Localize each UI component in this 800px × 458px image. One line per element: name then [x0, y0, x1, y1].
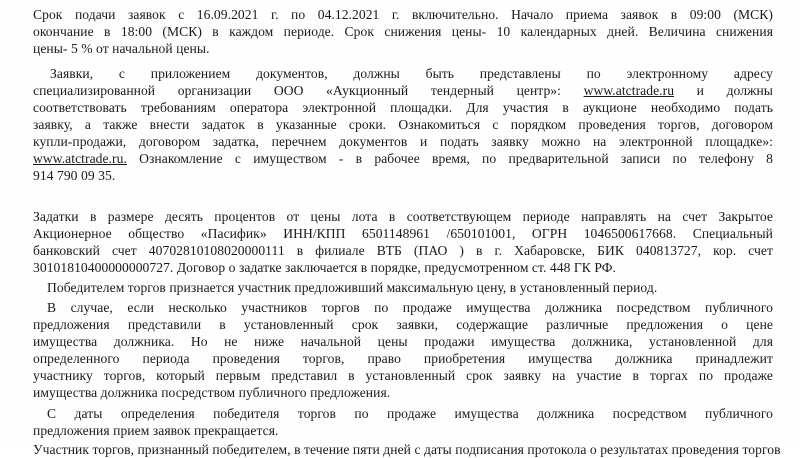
text-line: Участник торгов, признанный победителем, в течение пяти дней с даты подписания протокола о результатах проведения торгов	[33, 442, 781, 457]
text-line: купли-продажи, договором задатка, перечнем документов и подать заявку можно на электронной площадке»:	[33, 134, 773, 149]
text-line: Задатки в размере десять процентов от цены лота в соответствующем периоде направлять на счет Закрытое	[33, 209, 773, 224]
text-line: В случае, если несколько участников торгов по продаже имущества должника посредством публичного	[47, 300, 773, 315]
text-line: имущества должника посредством публичного предложения.	[33, 385, 391, 400]
text-line: Заявки, с приложением документов, должны быть представлены по электронному адресу	[50, 66, 773, 81]
cut-off-line	[33, 440, 781, 457]
text-line: Акционерное общество «Пасифик» ИНН/КПП 6501148961 /650101001, ОГРН 1046500617668. Специальный	[33, 226, 773, 241]
text-line: определенного периода проведения торгов, право приобретения имущества должника принадлежит	[33, 351, 773, 366]
text-line: 30101810400000000727. Договор о задатке заключается в порядке, предусмотренном ст. 448 ГК РФ.	[33, 260, 616, 275]
website-link[interactable]: www.atctrade.ru	[583, 83, 675, 98]
text-fragment: Ознакомление с имуществом - в рабочее время, по предварительной записи по телефону 8	[139, 151, 774, 166]
text-line: окончание в 18:00 (МСК) в каждом периоде. Срок снижения цены- 10 календарных дней. Величина снижения	[33, 24, 773, 39]
text-line: банковский счет 40702810108020000111 в филиале ВТБ (ПАО ) в г. Хабаровске, БИК 040813727, кор. счет	[33, 243, 773, 258]
text-line: имущества должника. Но не ниже начальной цены продажи имущества должника, установленной для	[33, 334, 773, 349]
text-line: С даты определения победителя торгов по продаже имущества должника посредством публичного	[47, 406, 773, 421]
text-line	[33, 83, 773, 99]
text-line: Победителем торгов признается участник предложивший максимальную цену, в установленный период.	[47, 280, 658, 295]
text-line: заявку, а также внести задаток в указанные сроки. Ознакомиться с порядком проведения торгов, договором	[33, 117, 773, 132]
text-line: соответствовать требованиям оператора электронной площадки. Для участия в аукционе необходимо подать	[33, 100, 773, 115]
text-line: предложения представили в установленный срок заявки, содержащие различные предложения о цене	[33, 317, 773, 332]
text-fragment: специализированной организации ООО «Аукционный тендерный центр»:	[33, 83, 561, 98]
text-line	[33, 151, 773, 167]
text-line: предложения прием заявок прекращается.	[33, 423, 279, 438]
text-line: цены- 5 % от начальной цены.	[33, 41, 210, 56]
website-link[interactable]: www.atctrade.ru.	[33, 151, 127, 166]
text-line: участнику торгов, который первым представил в установленный срок заявку на участие в торгах по продаже	[33, 368, 773, 383]
text-line: 914 790 09 35.	[33, 168, 116, 183]
text-fragment: и должны	[696, 83, 773, 98]
text-line: Срок подачи заявок с 16.09.2021 г. по 04.12.2021 г. включительно. Начало приема заявок в 09:00 (МСК)	[33, 7, 773, 22]
